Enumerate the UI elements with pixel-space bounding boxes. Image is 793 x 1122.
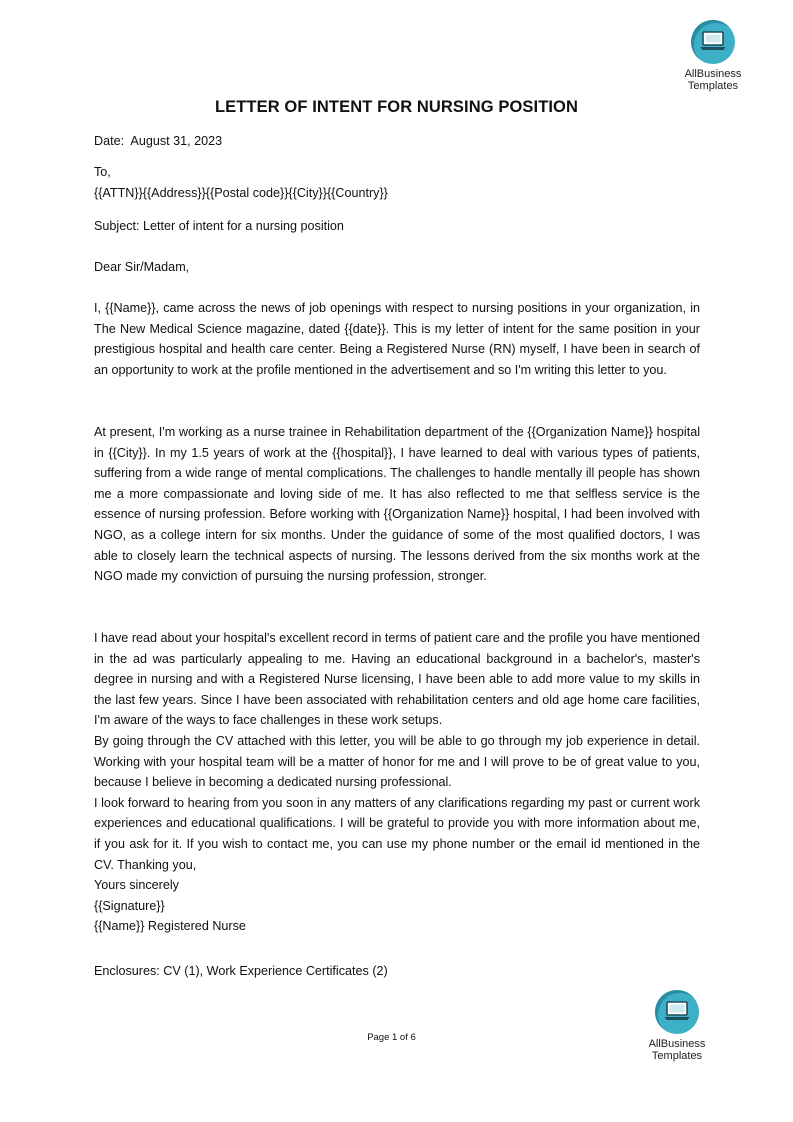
paragraph-4: By going through the CV attached with this letter, you will be able to go through my job experience in detail. Working with your hospital team will be a matter of honor for me and I will prove to be of great value to you, because I believe in becoming a dedicated nursing professional. — [94, 733, 700, 790]
brand-logo-bottom — [640, 990, 714, 1062]
logo-text: AllBusiness Templates — [684, 68, 742, 92]
recipient-block — [94, 162, 700, 203]
enclosures: Enclosures: CV (1), Work Experience Certificates (2) — [94, 964, 388, 978]
subject-value: Letter of intent for a nursing position — [143, 219, 344, 233]
paragraph-1: I, {{Name}}, came across the news of job openings with respect to nursing positions in your organization, in The New Medical Science magazine, dated {{date}}. This is my letter of intent for the same position in your prestigious hospital and health care center. Being a Registered Nurse (RN) myself, I have been in search of an opportunity to work at the profile mentioned in the advertisement and so I'm writing this letter to you. — [94, 301, 700, 377]
closing: Yours sincerely — [94, 878, 179, 893]
salutation: Dear Sir/Madam, — [94, 260, 190, 274]
date-value: August 31, 2023 — [130, 134, 223, 148]
document-title: LETTER OF INTENT FOR NURSING POSITION — [214, 98, 579, 116]
laptop-icon — [655, 990, 699, 1034]
laptop-icon — [691, 20, 735, 64]
signature-placeholder: {{Signature}} — [94, 898, 165, 913]
paragraph-5: I look forward to hearing from you soon in any matters of any clarifications regarding my past or current work experiences and educational qualifications. I will be grateful to provide you with more information about me, if you ask for it. If you wish to contact me, you can use my phone number or the email id mentioned in the CV. Thanking you, — [94, 795, 700, 872]
paragraph-2: At present, I'm working as a nurse trainee in Rehabilitation department of the {{Organization Name}} hospital in {{City}}. In my 1.5 years of work at the {{hospital}}, I have learned to deal with various types of patients, suffering from a wide range of mental complications. The challenges to handle mentally ill people has shown me a more compassionate and loving side of me. It has also reflected to me that selfless service is the essence of nursing profession. Before working with {{Organization Name}} hospital, I had been involved with NGO, as a college intern for six months. Under the guidance of some of the most qualified doctors, I was able to closely learn the technical aspects of nursing. The lessons derived from the six months work at the NGO made my conviction of pursuing the nursing profession, stronger. — [94, 425, 700, 584]
page-number: Page 1 of 6 — [367, 1032, 416, 1043]
to-label: To, — [94, 165, 111, 179]
paragraph-3: I have read about your hospital's excellent record in terms of patient care and the profile you have mentioned in the ad was particularly appealing to me. Having an educational background in a bachelor's, master's degree in nursing and with a Registered Nurse licensing, I have been able to add more value to my skills in the last few years. Since I have been associated with rehabilitation centers and old age home care facilities, I'm aware of the ways to face challenges in these work setups. — [94, 631, 700, 728]
signoff-name: {{Name}} Registered Nurse — [94, 919, 246, 934]
subject-line: Subject: Letter of intent for a nursing position — [94, 219, 344, 233]
logo-text: AllBusiness Templates — [648, 1038, 706, 1062]
brand-logo-top — [676, 20, 750, 92]
date-line: Date: August 31, 2023 — [94, 134, 223, 148]
paragraph-3-group — [94, 628, 700, 937]
recipient-address: {{ATTN}}{{Address}}{{Postal code}}{{City}}{{Country}} — [94, 185, 388, 200]
